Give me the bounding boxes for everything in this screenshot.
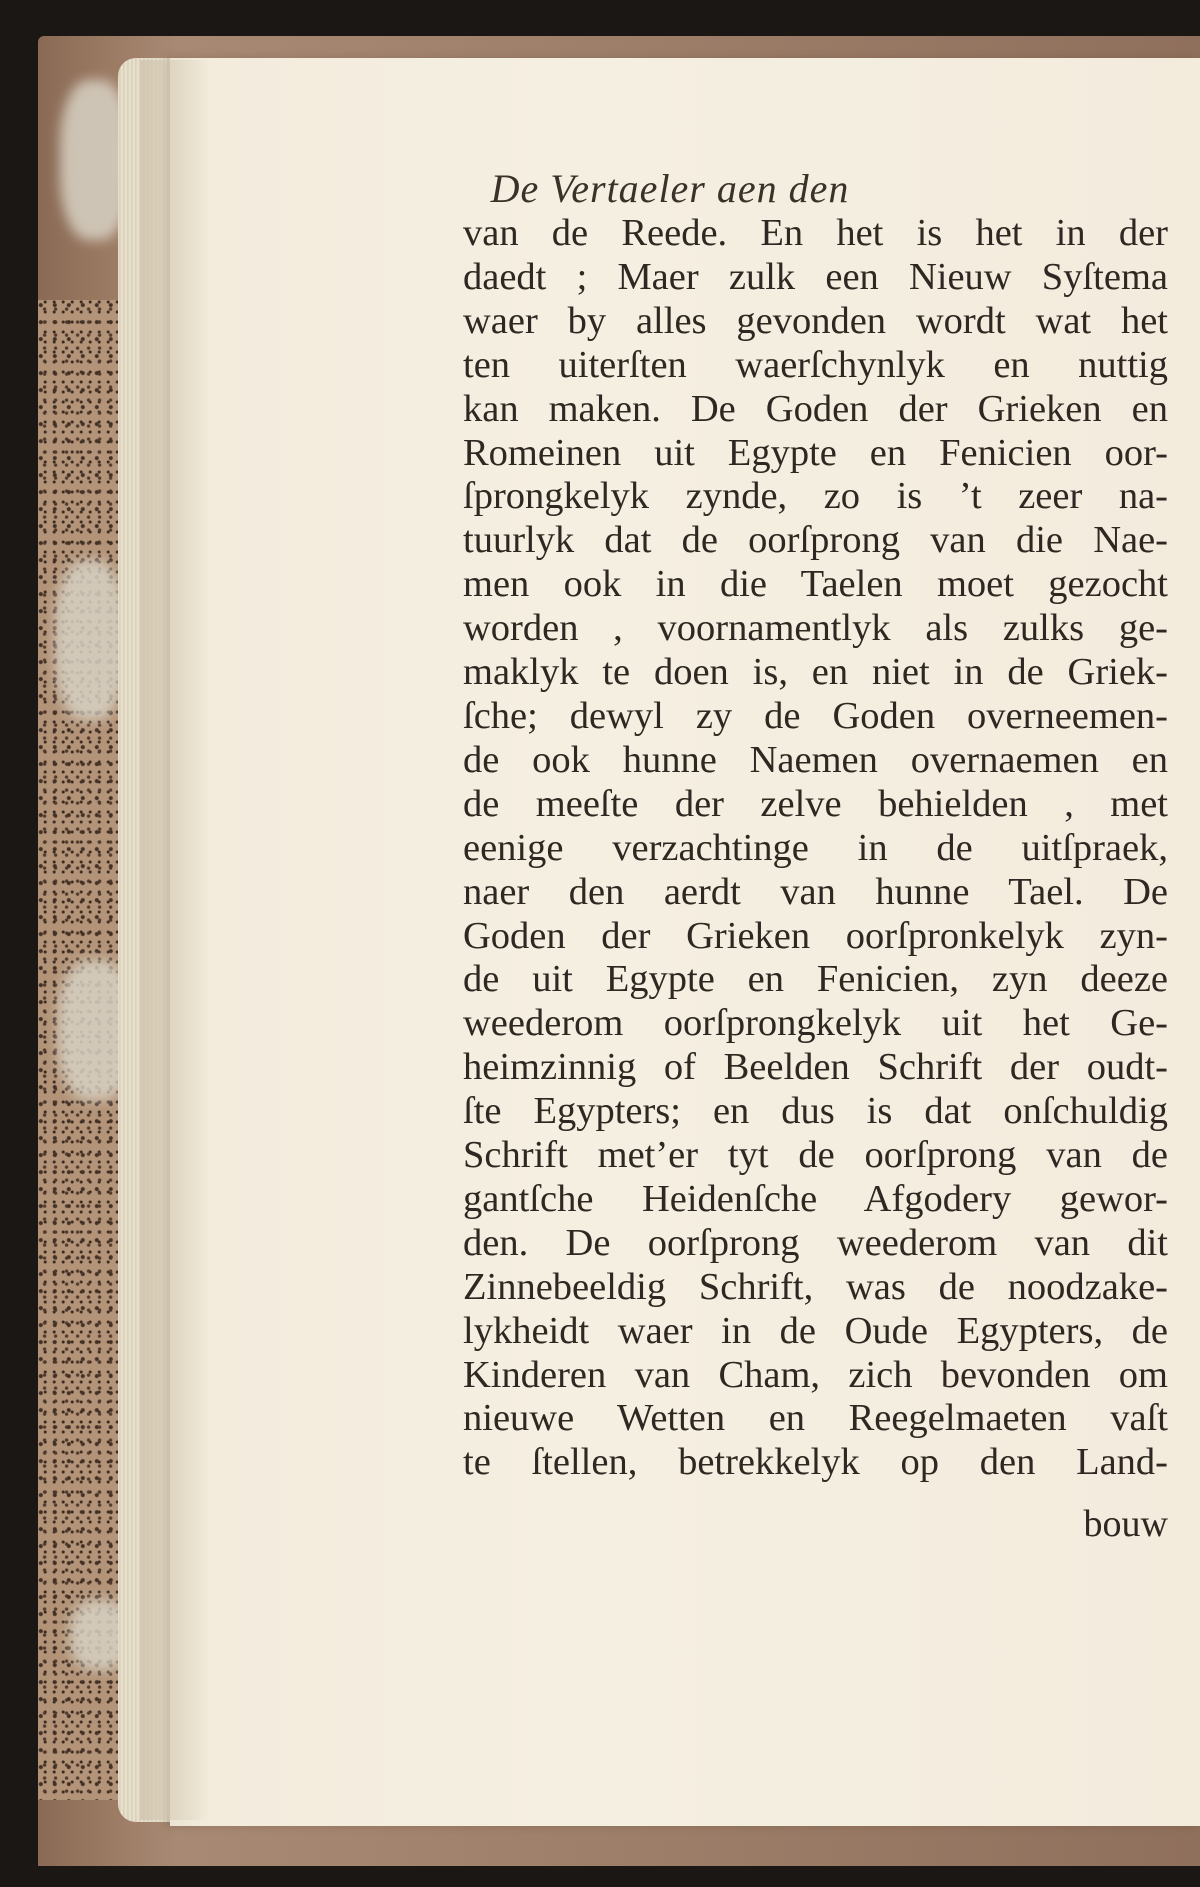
text-line: men ook in die Taelen moet gezocht	[463, 563, 1168, 606]
text-line: ſche; dewyl zy de Goden overneemen-	[463, 694, 1168, 737]
running-head: De Vertaeler aen den	[490, 166, 850, 211]
text-line: kan maken. De Goden der Grieken en	[463, 387, 1168, 430]
gutter-shadow	[140, 60, 210, 1820]
text-line: naer den aerdt van hunne Tael. De	[463, 870, 1168, 913]
text-line: lykheidt waer in de Oude Egypters, de	[463, 1309, 1168, 1352]
text-line: worden , voornamentlyk als zulks ge-	[463, 607, 1168, 650]
text-line: maklyk te doen is, en niet in de Griek-	[463, 651, 1168, 694]
text-line: den. De oorſprong weederom van dit	[463, 1221, 1168, 1264]
text-line: waer by alles gevonden wordt wat het	[463, 299, 1168, 342]
text-line: tuurlyk dat de oorſprong van die Nae-	[463, 519, 1168, 562]
catchword: bouw	[1083, 1503, 1168, 1545]
body-text	[463, 212, 1168, 1485]
text-line: de meeſte der zelve behielden , met	[463, 782, 1168, 825]
text-line: weederom oorſprongkelyk uit het Ge-	[463, 1002, 1168, 1045]
text-line: ſprongkelyk zynde, zo is ’t zeer na-	[463, 475, 1168, 518]
text-line: nieuwe Wetten en Reegelmaeten vaſt	[463, 1397, 1168, 1440]
text-line: Romeinen uit Egypte en Fenicien oor-	[463, 431, 1168, 474]
text-line: daedt ; Maer zulk een Nieuw Syſtema	[463, 255, 1168, 298]
text-line: Zinnebeeldig Schrift, was de noodzake-	[463, 1265, 1168, 1308]
text-line: de uit Egypte en Fenicien, zyn deeze	[463, 958, 1168, 1001]
worn-cover-patch	[55, 560, 125, 720]
text-line: Schrift met’er tyt de oorſprong van de	[463, 1134, 1168, 1177]
text-line: eenige verzachtinge in de uitſpraek,	[463, 826, 1168, 869]
text-line: te ſtellen, betrekkelyk op den Land-	[463, 1441, 1168, 1484]
text-line: de ook hunne Naemen overnaemen en	[463, 738, 1168, 781]
text-line: Kinderen van Cham, zich bevonden om	[463, 1353, 1168, 1396]
text-line: heimzinnig of Beelden Schrift der oudt-	[463, 1046, 1168, 1089]
text-line: gantſche Heidenſche Afgodery gewor-	[463, 1177, 1168, 1220]
text-line: Goden der Grieken oorſpronkelyk zyn-	[463, 914, 1168, 957]
text-line: ſte Egypters; en dus is dat onſchuldig	[463, 1090, 1168, 1133]
text-line: van de Reede. En het is het in der	[463, 212, 1168, 254]
text-line: ten uiterſten waerſchynlyk en nuttig	[463, 343, 1168, 386]
